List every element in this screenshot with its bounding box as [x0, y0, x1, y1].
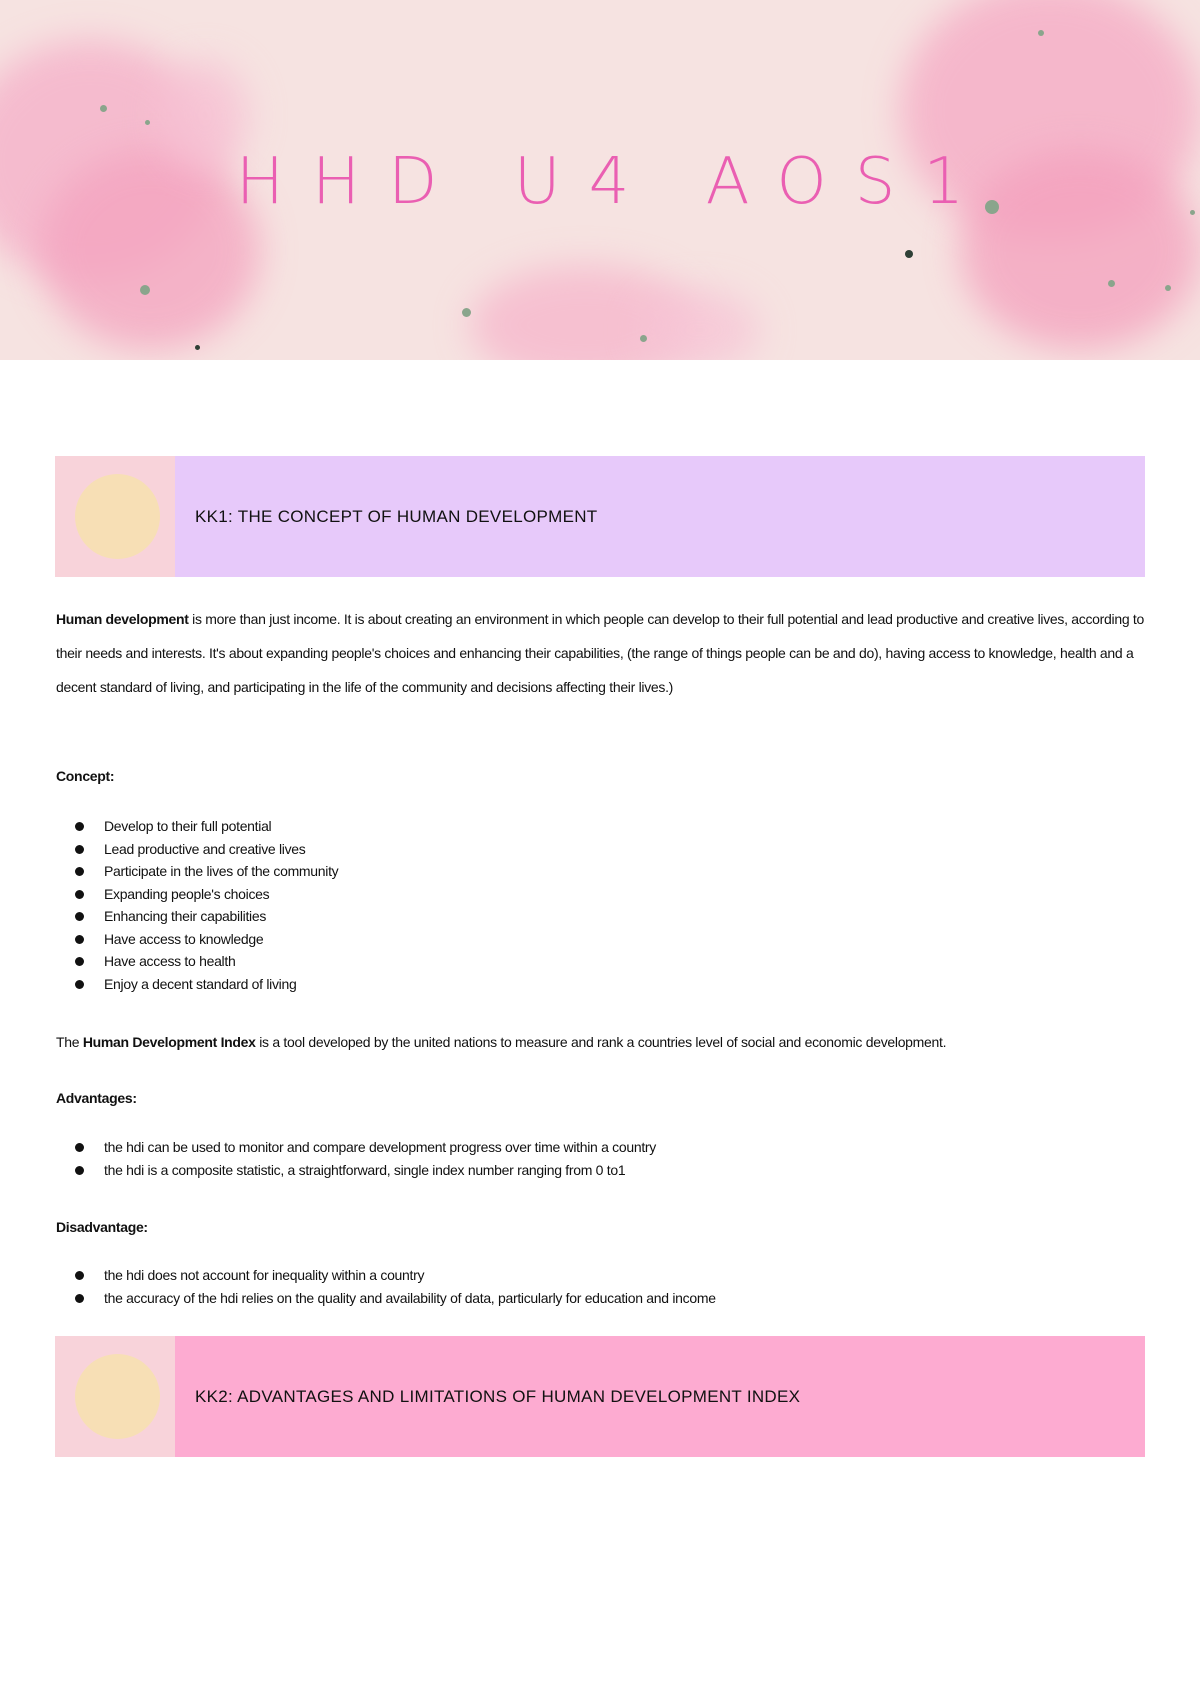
- section-header-kk1: [55, 456, 1145, 577]
- intro-term: Human development: [56, 611, 189, 627]
- section-title: KK2: ADVANTAGES AND LIMITATIONS OF HUMAN DEVELOPMENT INDEX: [175, 1336, 1145, 1457]
- speckle: [640, 335, 647, 342]
- intro-paragraph: [56, 602, 1146, 704]
- watercolor-blot: [640, 290, 760, 360]
- hdi-prefix: The: [56, 1034, 83, 1050]
- section-header-side: [55, 1336, 175, 1457]
- speckle: [195, 345, 200, 350]
- list-item: Have access to knowledge: [56, 928, 338, 951]
- hdi-term: Human Development Index: [82, 1034, 256, 1050]
- speckle: [462, 308, 471, 317]
- advantages-label: Advantages:: [56, 1090, 137, 1106]
- disadvantages-list: [56, 1264, 716, 1309]
- speckle: [1038, 30, 1044, 36]
- list-item: the accuracy of the hdi relies on the quality and availability of data, particularly for education and income: [56, 1287, 716, 1310]
- speckle: [140, 285, 150, 295]
- list-item: the hdi is a composite statistic, a straightforward, single index number ranging from 0 to1: [56, 1159, 656, 1182]
- speckle: [1108, 280, 1115, 287]
- list-item: the hdi can be used to monitor and compare development progress over time within a country: [56, 1136, 656, 1159]
- section-title: KK1: THE CONCEPT OF HUMAN DEVELOPMENT: [175, 456, 1145, 577]
- intro-text: is more than just income. It is about creating an environment in which people can develop to their full potential and lead productive and creative lives, according to their needs and interests. It's about expanding people's choices and enhancing their capabilities, (the range of things people can be and do), having access to knowledge, health and a decent standard of living, and participating in the life of the community and decisions affecting their lives.): [56, 611, 1144, 695]
- speckle: [905, 250, 913, 258]
- speckle: [1165, 285, 1171, 291]
- decorative-circle: [75, 474, 160, 559]
- page-title: HHD U4 AOS1: [235, 145, 993, 219]
- list-item: Enhancing their capabilities: [56, 905, 338, 928]
- advantages-list: [56, 1136, 656, 1181]
- list-item: Have access to health: [56, 950, 338, 973]
- list-item: Develop to their full potential: [56, 815, 338, 838]
- speckle: [100, 105, 107, 112]
- hdi-text: is a tool developed by the united nations to measure and rank a countries level of social and economic development.: [255, 1034, 947, 1050]
- concept-list: [56, 815, 338, 995]
- list-item: Expanding people's choices: [56, 883, 338, 906]
- decorative-circle: [75, 1354, 160, 1439]
- list-item: Enjoy a decent standard of living: [56, 973, 338, 996]
- hdi-paragraph: [56, 1025, 1146, 1059]
- disadvantages-label: Disadvantage:: [56, 1219, 148, 1235]
- section-header-kk2: [55, 1336, 1145, 1457]
- speckle: [145, 120, 150, 125]
- list-item: Lead productive and creative lives: [56, 838, 338, 861]
- list-item: the hdi does not account for inequality within a country: [56, 1264, 716, 1287]
- section-header-side: [55, 456, 175, 577]
- list-item: Participate in the lives of the community: [56, 860, 338, 883]
- header-banner: [0, 0, 1200, 360]
- concept-label: Concept:: [56, 768, 115, 784]
